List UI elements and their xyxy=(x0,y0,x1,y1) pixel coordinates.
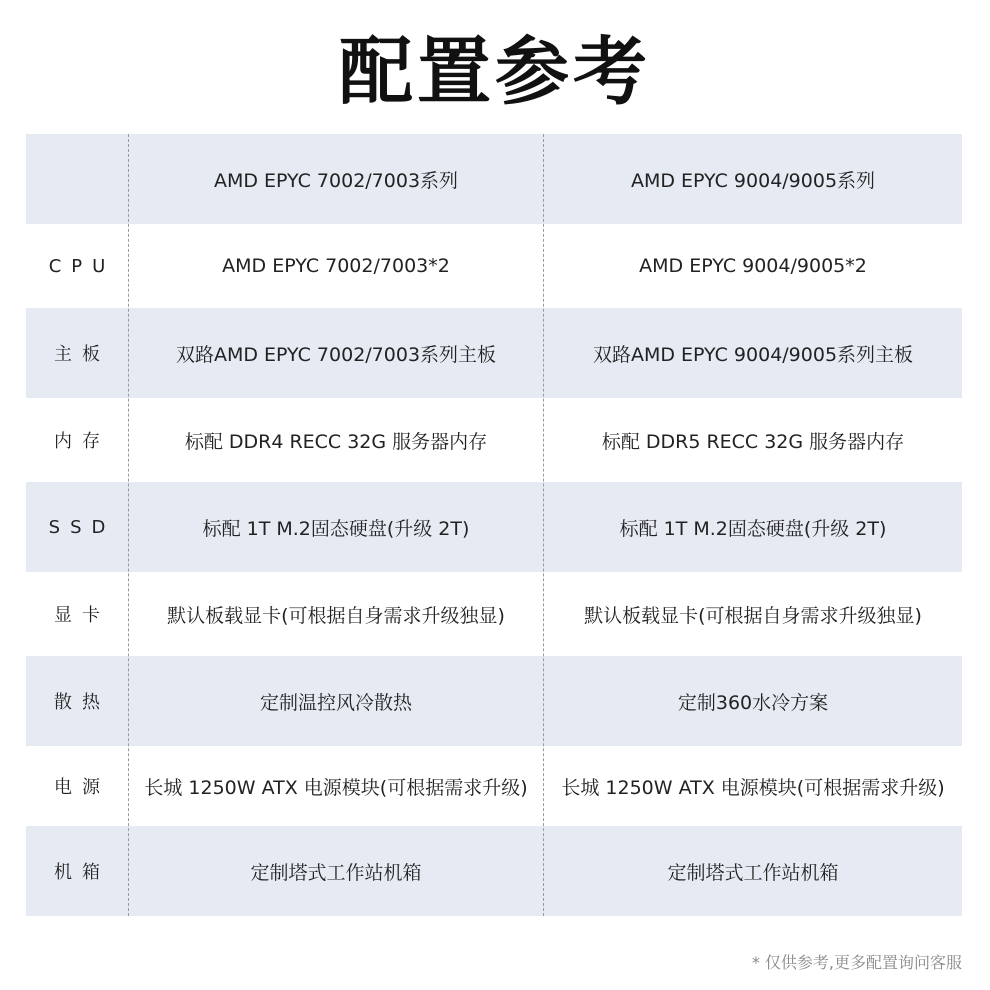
table-row-gpu xyxy=(26,572,962,656)
spec-table xyxy=(26,134,962,916)
footnote: * 仅供参考,更多配置询问客服 xyxy=(751,953,962,972)
row-label: SSD xyxy=(48,516,116,538)
row-value-a: 默认板载显卡(可根据自身需求升级独显) xyxy=(167,604,505,627)
table-row-psu xyxy=(26,746,962,826)
row-value-a: 定制温控风冷散热 xyxy=(259,691,412,714)
table-header-row xyxy=(26,134,962,224)
row-value-a: 定制塔式工作站机箱 xyxy=(250,861,422,884)
row-value-b: 标配 1T M.2固态硬盘(升级 2T) xyxy=(619,517,887,540)
row-value-b: AMD EPYC 9004/9005*2 xyxy=(639,255,867,277)
row-label: 机箱 xyxy=(54,862,110,883)
row-value-a: 标配 DDR4 RECC 32G 服务器内存 xyxy=(184,430,488,453)
table-row-cooling xyxy=(26,656,962,746)
page-title: 配置参考 xyxy=(339,29,651,115)
row-label: 内存 xyxy=(54,431,110,452)
row-label: 电源 xyxy=(54,777,110,798)
row-value-b: 长城 1250W ATX 电源模块(可根据需求升级) xyxy=(561,776,945,799)
row-label: CPU xyxy=(48,255,116,277)
row-value-b: 双路AMD EPYC 9004/9005系列主板 xyxy=(592,343,914,366)
table-row-memory xyxy=(26,398,962,482)
row-value-a: 双路AMD EPYC 7002/7003系列主板 xyxy=(175,343,497,366)
row-value-b: 标配 DDR5 RECC 32G 服务器内存 xyxy=(601,430,905,453)
table-row-ssd xyxy=(26,482,962,572)
row-value-b: 定制塔式工作站机箱 xyxy=(667,861,839,884)
row-label: 散热 xyxy=(54,692,110,713)
column-divider-right xyxy=(543,134,544,916)
row-value-b: 默认板载显卡(可根据自身需求升级独显) xyxy=(584,604,922,627)
table-row-case xyxy=(26,826,962,916)
header-col-b: AMD EPYC 9004/9005系列 xyxy=(630,169,876,192)
row-value-a: AMD EPYC 7002/7003*2 xyxy=(222,255,450,277)
row-value-a: 长城 1250W ATX 电源模块(可根据需求升级) xyxy=(144,776,528,799)
table-row-motherboard xyxy=(26,308,962,398)
row-label: 显卡 xyxy=(54,605,110,626)
row-value-b: 定制360水冷方案 xyxy=(677,691,829,714)
table-row-cpu xyxy=(26,224,962,308)
column-divider-left xyxy=(128,134,129,916)
header-col-a: AMD EPYC 7002/7003系列 xyxy=(213,169,459,192)
row-value-a: 标配 1T M.2固态硬盘(升级 2T) xyxy=(202,517,470,540)
header-label-cell xyxy=(26,134,128,224)
row-label: 主板 xyxy=(54,344,110,365)
